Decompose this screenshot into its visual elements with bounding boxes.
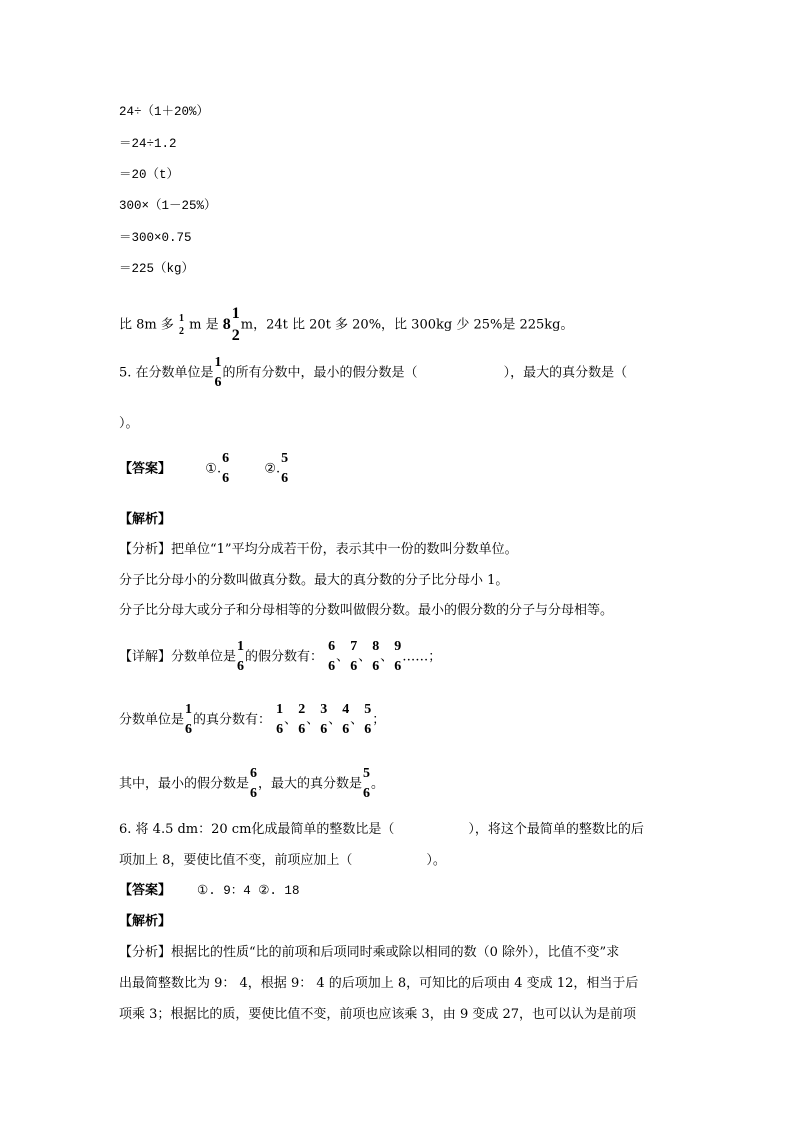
fraction-numerator: 1 <box>237 639 245 654</box>
calc-line-5: ＝300×0.75 <box>119 231 192 245</box>
proper-label: 分数单位是 <box>119 712 185 728</box>
separator: 、 <box>336 649 350 665</box>
fraction-denominator: 6 <box>276 722 284 737</box>
q5-prefix: 5. 在分数单位是 <box>119 365 214 381</box>
detail-label: 【详解】分数单位是 <box>119 649 237 665</box>
calc-line-2: ＝24÷1.2 <box>119 137 177 151</box>
calc-line-3: ＝20（t） <box>119 168 180 182</box>
detail-unit-fraction <box>237 640 244 674</box>
q6-answer-line <box>119 883 299 899</box>
answer-2-fraction <box>281 452 288 486</box>
summary-rest: m，24t 比 20t 多 20%，比 300kg 少 25%是 225kg。 <box>240 317 574 333</box>
fraction-denominator: 6 <box>394 659 402 674</box>
fraction-numerator: 1 <box>185 702 193 717</box>
q5-jiexi: 【解析】 <box>119 512 172 527</box>
final-min-fraction <box>250 767 257 801</box>
q6-line-2 <box>119 853 446 869</box>
proper-unit-fraction <box>185 703 192 737</box>
fraction-denominator: 6 <box>250 786 258 801</box>
proper-fraction <box>320 703 327 737</box>
answer-1-label: ①. <box>205 461 222 477</box>
calc-line-6: ＝225（kg） <box>119 262 195 276</box>
fraction-numerator: 3 <box>320 702 328 717</box>
proper-fraction <box>364 703 371 737</box>
fraction-denominator: 6 <box>185 722 193 737</box>
summary-prefix: 比 8m 多 <box>119 317 174 333</box>
answer-label: 【答案】 <box>119 883 172 898</box>
q6-line-1 <box>119 822 644 838</box>
separator: 、 <box>358 649 372 665</box>
final-text-2: ，最大的真分数是 <box>258 776 363 792</box>
q6-jiexi: 【解析】 <box>119 914 172 929</box>
separator: 、 <box>350 712 364 728</box>
improper-tail: ……； <box>402 649 442 665</box>
q6-fenxi-1: 【分析】根据比的性质“比的前项和后项同时乘或除以相同的数（0 除外），比值不变”求 <box>119 945 620 960</box>
improper-fraction <box>328 640 335 674</box>
fraction-numerator: 6 <box>222 451 230 466</box>
improper-fraction <box>394 640 401 674</box>
fraction-numerator: 7 <box>350 639 358 654</box>
fraction-numerator: 5 <box>364 702 372 717</box>
q5-fenxi-3: 分子比分母大或分子和分母相等的分数叫做假分数。最小的假分数的分子与分母相等。 <box>119 603 614 618</box>
q5-proper-line <box>119 703 385 737</box>
final-tail: 。 <box>371 776 385 792</box>
fraction-denominator: 2 <box>231 327 240 344</box>
mixed-fraction <box>232 306 240 344</box>
answer-1-fraction <box>222 452 229 486</box>
q5-answer-line <box>119 452 289 486</box>
fraction-denominator: 6 <box>320 722 328 737</box>
fraction-half <box>179 314 184 337</box>
q6-line-2b: ）。 <box>426 853 446 868</box>
q6-line-1b: ），将这个最简单的整数比的后 <box>468 822 644 837</box>
q5-fenxi-1: 【分析】把单位“1”平均分成若干份，表示其中一份的数叫分数单位。 <box>119 542 518 557</box>
calc-line-1: 24÷（1＋20%） <box>119 105 210 119</box>
fraction-denominator: 6 <box>342 722 350 737</box>
proper-tail: ； <box>372 712 386 728</box>
fraction-numerator: 1 <box>231 305 240 322</box>
fraction-numerator: 1 <box>214 355 222 370</box>
fraction-denominator: 6 <box>281 471 289 486</box>
fraction-numerator: 1 <box>276 702 284 717</box>
fraction-numerator: 5 <box>281 451 289 466</box>
q6-fenxi-2: 出最简整数比为 9： 4，根据 9： 4 的后项加上 8，可知比的后项由 4 变成 12，相当于后 <box>119 976 639 991</box>
proper-fraction <box>342 703 349 737</box>
q5-unit-fraction <box>215 356 222 390</box>
separator: 、 <box>284 712 298 728</box>
fraction-numerator: 8 <box>372 639 380 654</box>
fraction-numerator: 2 <box>298 702 306 717</box>
q6-fenxi-3: 项乘 3；根据比的质，要使比值不变，前项也应该乘 3，由 9 变成 27，也可以认为是前项 <box>119 1007 637 1022</box>
answer-text: ①. 9：4 ②. 18 <box>197 884 300 898</box>
q5-detail-line <box>119 640 441 674</box>
q5-line-2: ）。 <box>119 416 139 431</box>
fraction-denominator: 2 <box>179 325 185 337</box>
mixed-whole: 8 <box>222 316 231 333</box>
fraction-denominator: 6 <box>222 471 230 486</box>
fraction-denominator: 6 <box>364 722 372 737</box>
fraction-denominator: 6 <box>363 786 371 801</box>
final-max-fraction <box>363 767 370 801</box>
proper-text: 的真分数有： <box>193 712 272 728</box>
fraction-denominator: 6 <box>372 659 380 674</box>
summary-m1: m 是 <box>189 317 219 333</box>
fraction-denominator: 6 <box>328 659 336 674</box>
fraction-denominator: 6 <box>237 659 245 674</box>
improper-fraction <box>350 640 357 674</box>
calc-line-4: 300×（1－25%） <box>119 199 217 213</box>
detail-text: 的假分数有： <box>245 649 324 665</box>
separator: 、 <box>306 712 320 728</box>
fraction-numerator: 6 <box>328 639 336 654</box>
improper-fraction <box>372 640 379 674</box>
fraction-numerator: 1 <box>179 312 185 324</box>
q5-fenxi-2: 分子比分母小的分数叫做真分数。最大的真分数的分子比分母小 1。 <box>119 573 509 588</box>
q6-line-2a: 项加上 8，要使比值不变，前项应加上（ <box>119 853 353 868</box>
fraction-denominator: 6 <box>298 722 306 737</box>
q5-text-1: 的所有分数中，最小的假分数是（ <box>222 365 418 381</box>
q5-final-line <box>119 767 384 801</box>
fraction-denominator: 6 <box>350 659 358 674</box>
proper-fraction <box>276 703 283 737</box>
answer-label: 【答案】 <box>119 461 172 477</box>
q5-text-2: ），最大的真分数是（ <box>503 365 628 381</box>
fraction-numerator: 5 <box>363 766 371 781</box>
separator: 、 <box>380 649 394 665</box>
answer-2-label: ②. <box>264 461 281 477</box>
proper-fraction <box>298 703 305 737</box>
final-text-1: 其中，最小的假分数是 <box>119 776 250 792</box>
summary-line <box>119 306 574 344</box>
q5-line-1 <box>119 356 627 390</box>
fraction-numerator: 4 <box>342 702 350 717</box>
fraction-denominator: 6 <box>214 375 222 390</box>
q6-line-1a: 6. 将 4.5 dm：20 cm化成最简单的整数比是（ <box>119 822 395 837</box>
fraction-numerator: 9 <box>394 639 402 654</box>
fraction-numerator: 6 <box>250 766 258 781</box>
separator: 、 <box>328 712 342 728</box>
